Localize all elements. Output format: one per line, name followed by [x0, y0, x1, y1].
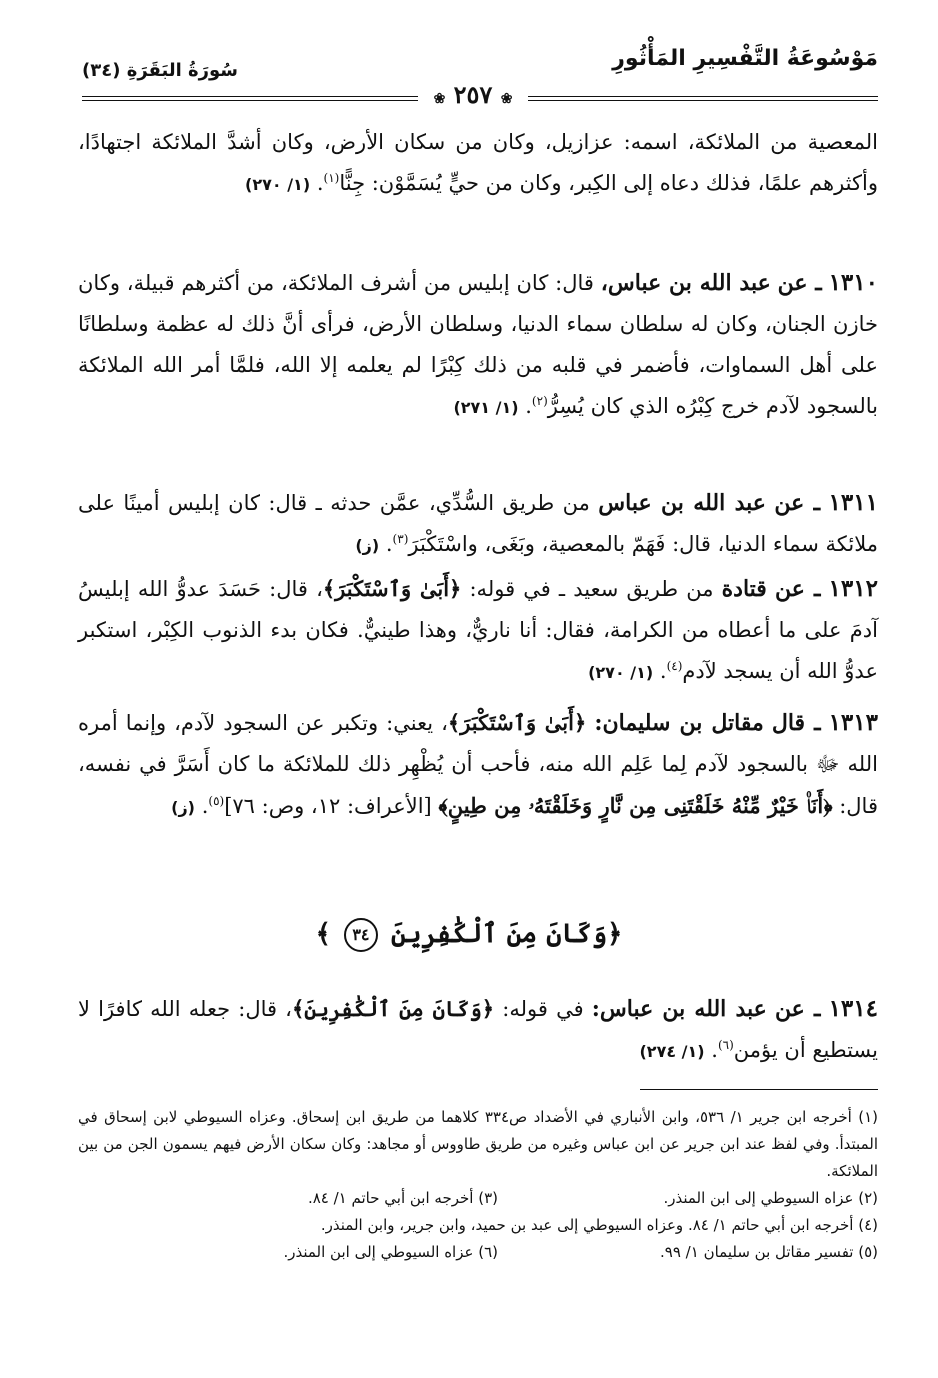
verse-number-icon: ٣٤ — [344, 918, 378, 952]
narration-text: ، قال: حَسَدَ عدوُّ الله إبليسُ آدمَ على ما أعطاه من الكرامة، فقال: أنا ناريٌّ، وهذا طينيٌّ. فكان بدء الذنوب الكِبْر، استكبر عدوُّ الله أن يسجد لآدم — [78, 577, 878, 683]
narrator-name: مقاتل بن سليمان — [602, 710, 764, 736]
footnote-6: (٦) عزاه السيوطي إلى ابن المنذر. — [283, 1243, 498, 1261]
narrator-name: عبد الله بن عباس — [598, 490, 766, 516]
volume-reference: (ز) — [171, 798, 195, 817]
narration-1314: ١٣١٤ ـ عن عبد الله بن عباس: في قوله: ﴿وَكَانَ مِنَ ٱلْكَٰفِرِينَ﴾، قال: جعله الله كافرًا لا يستطيع أن يؤمن$^{(٦)}$. (١/ ٢٧٤) — [78, 995, 878, 1062]
book-title: مَوْسُوعَةُ التَّفْسِيرِ المَأْثُورِ — [612, 46, 878, 71]
paragraph-text: المعصية من الملائكة، اسمه: عزازيل، وكان من سكان الأرض، وكان أشدَّ الملائكة اجتهادًا، وأكثرهم علمًا، فذلك دعاه إلى الكِبر، وكان من حيٍّ يُسَمَّوْن: جِنًّا — [78, 130, 878, 195]
page-number-value: ٢٥٧ — [453, 80, 493, 109]
narration-1312: ١٣١٢ ـ عن قتادة من طريق سعيد ـ في قوله: ﴿أَبَىٰ وَٱسْتَكْبَرَ﴾، قال: حَسَدَ عدوُّ الله إبليسُ آدمَ على ما أعطاه من الكرامة، فقال: أنا ناريٌّ، وهذا طينيٌّ. فكان بدء الذنوب الكِبْر، استكبر عدوُّ الله أن يسجد لآدم$^{(٤)}$. (١/ ٢٧٠) — [78, 575, 878, 683]
footnote-divider — [640, 1089, 878, 1090]
footnote-marker: (٤) — [666, 659, 683, 673]
narration-text: ، قال: جعله الله كافرًا لا يستطيع أن يؤمن — [78, 997, 878, 1062]
volume-reference: (١/ ٢٧٤) — [639, 1042, 705, 1061]
narration-number: ١٣١٢ — [828, 575, 878, 602]
footnote-2: (٢) عزاه السيوطي إلى ابن المنذر. — [663, 1189, 878, 1207]
ornament-icon: ❀ — [433, 91, 446, 107]
surah-label: سُورَةُ البَقَرَةِ (٣٤) — [82, 60, 239, 81]
paragraph-intro: المعصية من الملائكة، اسمه: عزازيل، وكان من سكان الأرض، وكان أشدَّ الملائكة اجتهادًا، وأكثرهم علمًا، فذلك دعاه إلى الكِبر، وكان من حيٍّ يُسَمَّوْن: جِنًّا$^{(١)}$. (١/ ٢٧٠) — [78, 130, 878, 195]
verse-text: ﴿وَكَانَ مِنَ ٱلْكَٰفِرِينَ — [390, 919, 623, 949]
footnote-marker: (٥) — [208, 794, 225, 808]
quran-quote: ﴿أَبَىٰ وَٱسْتَكْبَرَ﴾ — [322, 576, 462, 601]
footnote-marker: (٦) — [717, 1038, 734, 1052]
narration-text: من طريق السُّدِّي، عمَّن حدثه ـ قال: كان إبليس أمينًا على ملائكة سماء الدنيا، قال: فَهَمّ بالمعصية، وبَغَى، واسْتَكْبَرَ — [78, 491, 878, 556]
verse-citation: [الأعراف: ١٢، وص: ٧٦] — [224, 794, 432, 818]
header-rule-right — [528, 96, 878, 101]
header-rule-left — [82, 96, 418, 101]
narration-text: ، يعني: وتكبر عن السجود لآدم، وإنما أمره الله ﷻ بالسجود لآدم لِما عَلِم الله منه، فأحب أن يُظْهِر ذلك للملائكة ما كان أَسَرَّ في نفسه، قال: — [78, 711, 878, 818]
narration-text: في قوله: — [502, 997, 584, 1021]
footnote-marker: (١) — [323, 171, 340, 185]
narration-number: ١٣١٤ — [828, 995, 878, 1022]
narration-number: ١٣١١ — [828, 489, 878, 516]
quran-quote: ﴿أَنَا۠ خَيْرٌ مِّنْهُ خَلَقْتَنِى مِن نَّارٍ وَخَلَقْتَهُۥ مِن طِينٍ﴾ — [438, 793, 833, 818]
quran-quote: ﴿أَبَىٰ وَٱسْتَكْبَرَ﴾ — [447, 710, 587, 735]
volume-reference: (١/ ٢٧٠) — [245, 175, 311, 194]
footnote-marker: (٣) — [392, 532, 409, 546]
narration-1310: ١٣١٠ ـ عن عبد الله بن عباس، قال: كان إبليس من أشرف الملائكة، من أكثرهم قبيلة، وكان خازن الجنان، وكان له سلطان سماء الدنيا، وسلطان الأرض، فرأى أنَّ ذلك له عظمة وسلطانًا على أهل السماوات، فأضمر في قلبه من ذلك كِبْرًا لم يعلمه إلا الله، فلمَّا أمر الله الملائكة بالسجود لآدم خرج كِبْرُه الذي كان يُسِرُّ$^{(٢)}$. (١/ ٢٧١) — [78, 269, 878, 418]
footnote-row — [78, 1185, 878, 1212]
footnote-5: (٥) تفسير مقاتل بن سليمان ١/ ٩٩. — [660, 1243, 878, 1261]
footnote-1: (١) أخرجه ابن جرير ١/ ٥٣٦، وابن الأنباري في الأضداد ص٣٣٤ كلاهما من طريق ابن إسحاق. وعزاه السيوطي لابن إسحاق في المبتدأ. وفي لفظ عند ابن جرير عن ابن عباس وغيره من طريق طاووس أو مجاهد: وكان سكان الأرض فيهم يسمون الجن من بين الملائكة. — [78, 1108, 878, 1180]
narration-1311: ١٣١١ ـ عن عبد الله بن عباس من طريق السُّدِّي، عمَّن حدثه ـ قال: كان إبليس أمينًا على ملائكة سماء الدنيا، قال: فَهَمّ بالمعصية، وبَغَى، واسْتَكْبَرَ$^{(٣)}$. (ز) — [78, 489, 878, 556]
verse-close-bracket: ﴾ — [315, 919, 331, 949]
footnote-4: (٤) أخرجه ابن أبي حاتم ١/ ٨٤. وعزاه السيوطي إلى عبد بن حميد، وابن جرير، وابن المنذر. — [320, 1216, 878, 1234]
volume-reference: (ز) — [355, 536, 380, 555]
narration-number: ١٣١٠ — [828, 269, 878, 296]
narration-text: قال: كان إبليس من أشرف الملائكة، من أكثرهم قبيلة، وكان خازن الجنان، وكان له سلطان سماء الدنيا، وسلطان الأرض، فرأى أنَّ ذلك له عظمة وسلطانًا على أهل السماوات، فأضمر في قلبه من ذلك كِبْرًا لم يعلمه إلا الله، فلمَّا أمر الله الملائكة بالسجود لآدم خرج كِبْرُه الذي كان يُسِرُّ — [78, 271, 878, 418]
footnotes — [78, 1104, 878, 1266]
footnote-3: (٣) أخرجه ابن أبي حاتم ١/ ٨٤. — [307, 1189, 498, 1207]
verse-heading — [0, 918, 938, 952]
quran-quote: ﴿وَكَانَ مِنَ ٱلْكَٰفِرِينَ﴾ — [291, 996, 495, 1021]
narration-text: من طريق سعيد ـ في قوله: — [469, 577, 714, 601]
footnote-marker: (٢) — [531, 394, 548, 408]
narrator-name: قتادة — [721, 576, 767, 602]
narrator-name: عبد الله بن عباس — [599, 996, 767, 1022]
narration-number: ١٣١٣ — [828, 709, 878, 736]
ornament-icon: ❀ — [500, 91, 513, 107]
volume-reference: (١/ ٢٧٠) — [588, 663, 654, 682]
volume-reference: (١/ ٢٧١) — [453, 398, 519, 417]
narrator-name: عبد الله بن عباس — [607, 270, 771, 296]
page-number — [418, 80, 528, 109]
narration-1313: ١٣١٣ ـ قال مقاتل بن سليمان: ﴿أَبَىٰ وَٱسْتَكْبَرَ﴾، يعني: وتكبر عن السجود لآدم، وإنما أمره الله ﷻ بالسجود لآدم لِما عَلِم الله منه، فأحب أن يُظْهِر ذلك للملائكة ما كان أَسَرَّ في نفسه، قال: ﴿أَنَا۠ خَيْرٌ مِّنْهُ خَلَقْتَنِى مِن نَّارٍ وَخَلَقْتَهُۥ مِن طِينٍ﴾ [الأعراف: ١٢، وص: ٧٦]$^{(٥)}$. (ز) — [78, 709, 878, 818]
footnote-row — [78, 1239, 878, 1266]
